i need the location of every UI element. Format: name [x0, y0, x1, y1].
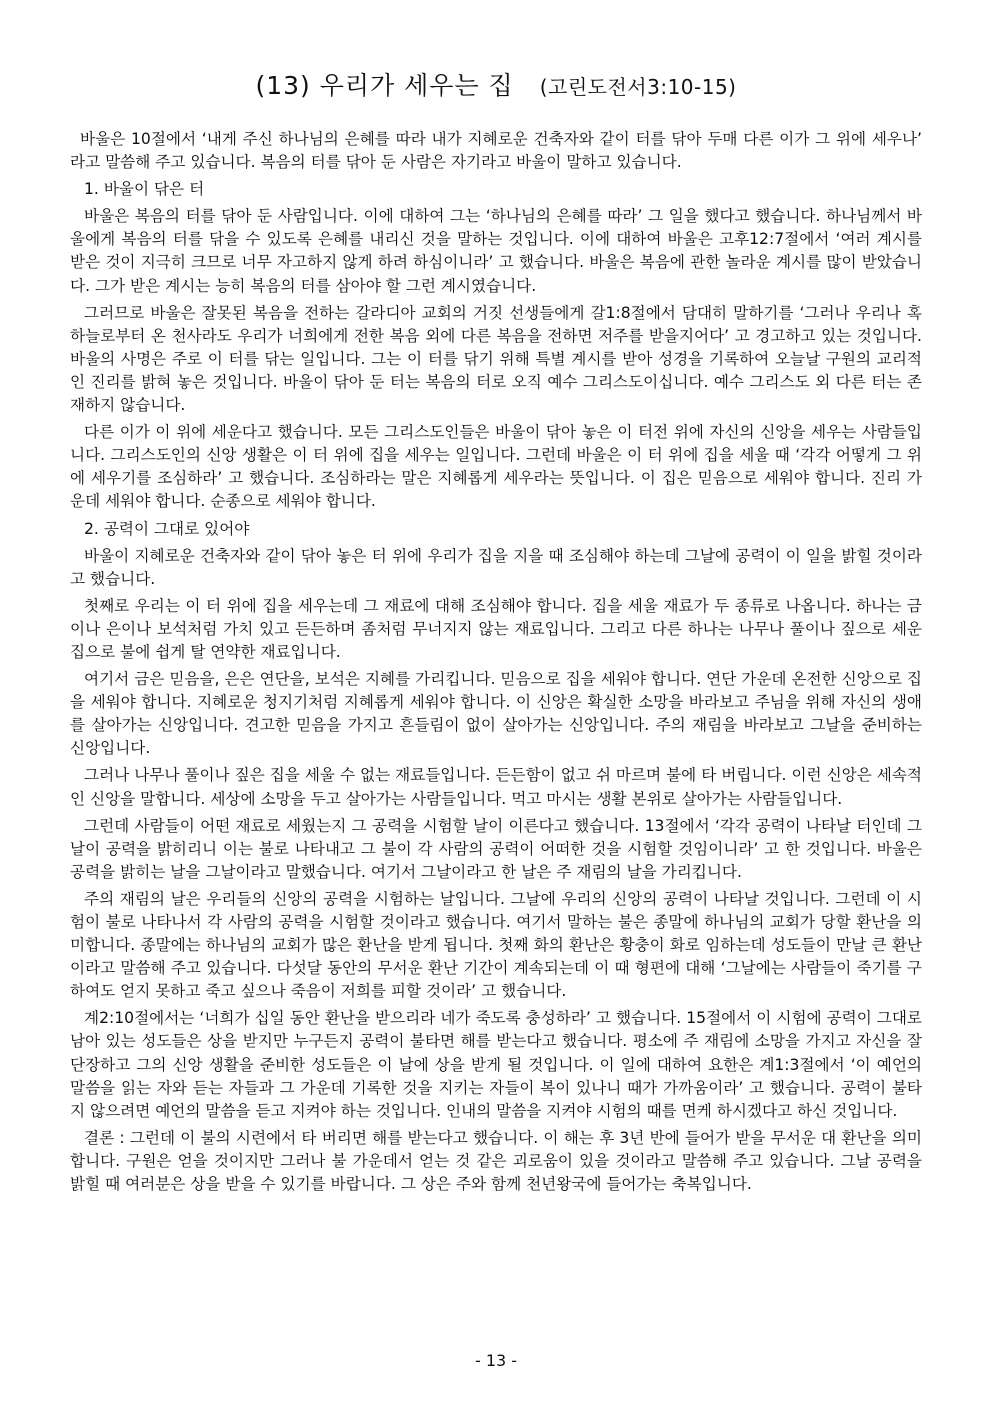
section-2-heading: 2. 공력이 그대로 있어야	[84, 519, 250, 538]
section-1-heading: 1. 바울이 닦은 터	[84, 180, 205, 199]
section-1-paragraph: 다른 이가 이 위에 세운다고 했습니다. 모든 그리스도인들은 바울이 닦아 놓은 이 터전 위에 자신의 신앙을 세우는 사람들입니다. 그리스도인의 신앙 생활은 이 터 위에 집을 세우는 일입니다. 그런데 바울은 이 터 위에 집을 세울 때 ‘각각 어떻게 그 위에 세우기를 조심하라’ 고 했습니다. 조심하라는 말은 지혜롭게 세우라는 뜻입니다. 이 집은 믿음으로 세워야 합니다. 진리 가운데 세워야 합니다. 순종으로 세워야 합니다.	[70, 423, 922, 511]
page-title	[0, 66, 992, 102]
section-2-paragraph: 바울이 지혜로운 건축자와 같이 닦아 놓은 터 위에 우리가 집을 지을 때 조심해야 하는데 그날에 공력이 이 일을 밝힐 것이라고 했습니다.	[70, 546, 922, 588]
intro-paragraph: 바울은 10절에서 ‘내게 주신 하나님의 은혜를 따라 내가 지혜로운 건축자와 같이 터를 닦아 두매 다른 이가 그 위에 세우나’ 라고 말씀해 주고 있습니다. 복음의 터를 닦아 둔 사람은 자기라고 바울이 말하고 있습니다.	[70, 130, 922, 172]
section-2-paragraph: 계2:10절에서는 ‘너희가 십일 동안 환난을 받으리라 네가 죽도록 충성하라’ 고 했습니다. 15절에서 이 시험에 공력이 그대로 남아 있는 성도들은 상을 받지만 누구든지 공력이 불타면 해를 받는다고 했습니다. 평소에 주 재림에 소망을 가지고 자신을 잘 단장하고 그의 신앙 생활을 준비한 성도들은 이 날에 상을 받게 될 것입니다. 이 일에 대하여 요한은 계1:3절에서 ‘이 예언의 말씀을 읽는 자와 듣는 자들과 그 가운데 기록한 것을 지키는 자들이 복이 있나니 때가 가까움이라’ 고 했습니다. 공력이 불타지 않으려면 예언의 말씀을 듣고 지켜야 하는 것입니다. 인내의 말씀을 지켜야 시험의 때를 면케 하시겠다고 하신 것입니다.	[70, 1009, 922, 1120]
section-2-paragraph: 그러나 나무나 풀이나 짚은 집을 세울 수 없는 재료들입니다. 든든함이 없고 쉬 마르며 불에 타 버립니다. 이런 신앙은 세속적인 신앙을 말합니다. 세상에 소망을 두고 살아가는 사람들입니다. 먹고 마시는 생활 본위로 살아가는 사람들입니다.	[70, 766, 922, 808]
document-body	[70, 128, 922, 1200]
section-1-paragraph: 바울은 복음의 터를 닦아 둔 사람입니다. 이에 대하여 그는 ‘하나님의 은혜를 따라’ 그 일을 했다고 했습니다. 하나님께서 바울에게 복음의 터를 닦을 수 있도록 은혜를 내리신 것을 말하는 것입니다. 이에 대하여 바울은 고후12:7절에서 ‘여러 계시를 받은 것이 지극히 크므로 너무 자고하지 않게 하려 하심이니라’ 고 했습니다. 바울은 복음에 관한 놀라운 계시를 많이 받았습니다. 그가 받은 계시는 능히 복음의 터를 삼아야 할 그런 계시였습니다.	[70, 207, 922, 295]
title-main: (13) 우리가 세우는 집	[255, 71, 514, 100]
section-2-paragraph: 여기서 금은 믿음을, 은은 연단을, 보석은 지혜를 가리킵니다. 믿음으로 집을 세워야 합니다. 연단 가운데 온전한 신앙으로 집을 세워야 합니다. 지혜로운 청지기처럼 지혜롭게 세워야 합니다. 이 신앙은 확실한 소망을 바라보고 주님을 위해 자신의 생애를 살아가는 신앙입니다. 견고한 믿음을 가지고 흔들림이 없이 살아가는 신앙입니다. 주의 재림을 바라보고 그날을 준비하는 신앙입니다.	[70, 670, 922, 758]
title-scripture-reference: (고린도전서3:10-15)	[539, 75, 737, 99]
section-2-paragraph: 첫째로 우리는 이 터 위에 집을 세우는데 그 재료에 대해 조심해야 합니다. 집을 세울 재료가 두 종류로 나옵니다. 하나는 금이나 은이나 보석처럼 가치 있고 든든하며 좀처럼 무너지지 않는 재료입니다. 그리고 다른 하나는 나무나 풀이나 짚으로 세운 집으로 불에 쉽게 탈 연약한 재료입니다.	[70, 596, 922, 661]
section-2-paragraph: 주의 재림의 날은 우리들의 신앙의 공력을 시험하는 날입니다. 그날에 우리의 신앙의 공력이 나타날 것입니다. 그런데 이 시험이 불로 나타나서 각 사람의 공력을 시험할 것이라고 했습니다. 여기서 말하는 불은 종말에 하나님의 교회가 당할 환난을 의미합니다. 종말에는 하나님의 교회가 많은 환난을 받게 됩니다. 첫째 화의 환난은 황충이 화로 임하는데 성도들이 만날 큰 환난이라고 말씀해 주고 있습니다. 다섯달 동안의 무서운 환난 기간이 계속되는데 이 때 형편에 대해 ‘그날에는 사람들이 죽기를 구하여도 얻지 못하고 죽고 싶으나 죽음이 저희를 피할 것이라’ 고 했습니다.	[70, 889, 922, 1001]
section-1-paragraph: 그러므로 바울은 잘못된 복음을 전하는 갈라디아 교회의 거짓 선생들에게 갈1:8절에서 담대히 말하기를 ‘그러나 우리나 혹 하늘로부터 온 천사라도 우리가 너희에게 전한 복음 외에 다른 복음을 전하면 저주를 받을지어다’ 고 경고하고 있는 것입니다. 바울의 사명은 주로 이 터를 닦는 일입니다. 그는 이 터를 닦기 위해 특별 계시를 받아 성경을 기록하여 오늘날 구원의 교리적인 진리를 밝혀 놓은 것입니다. 바울이 닦아 둔 터는 복음의 터로 오직 예수 그리스도이십니다. 예수 그리스도 외 다른 터는 존재하지 않습니다.	[70, 303, 922, 415]
conclusion-paragraph: 결론 : 그런데 이 불의 시련에서 타 버리면 해를 받는다고 했습니다. 이 해는 후 3년 반에 들어가 받을 무서운 대 환난을 의미합니다. 구원은 얻을 것이지만 그러나 불 가운데서 얻는 것 같은 괴로움이 있을 것이라고 말씀해 주고 있습니다. 그날 공력을 밝힐 때 여러분은 상을 받을 수 있기를 바랍니다. 그 상은 주와 함께 천년왕국에 들어가는 축복입니다.	[70, 1128, 922, 1194]
page-number: - 13 -	[474, 1351, 518, 1370]
section-2-paragraph: 그런데 사람들이 어떤 재료로 세웠는지 그 공력을 시험할 날이 이른다고 했습니다. 13절에서 ‘각각 공력이 나타날 터인데 그날이 공력을 밝히리니 이는 불로 나타내고 그 불이 각 사람의 공력이 어떠한 것을 시험할 것임이니라’ 고 한 것입니다. 바울은 공력을 밝히는 날을 그날이라고 말했습니다. 여기서 그날이라고 한 날은 주 재림의 날을 가리킵니다.	[70, 816, 922, 881]
